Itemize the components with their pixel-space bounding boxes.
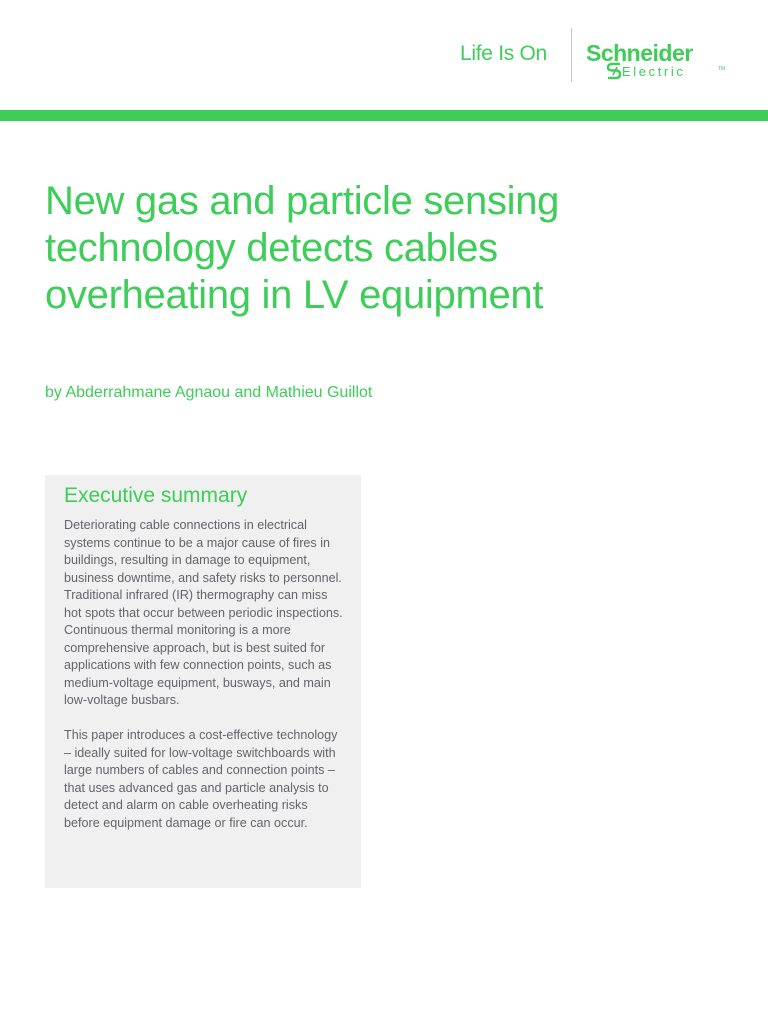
header-accent-bar xyxy=(0,110,768,121)
logo-brand-sub: Electric xyxy=(622,64,686,79)
summary-paragraph: This paper introduces a cost-effective technology – ideally suited for low-voltage switchboards with large numbers of cables and connection points – that uses advanced gas and particle analysis to detect and alarm on cable overheating risks before equipment damage or fire can occur. xyxy=(64,728,338,830)
schneider-electric-logo xyxy=(586,40,726,86)
summary-paragraph: Deteriorating cable connections in electrical systems continue to be a major cause of fires in buildings, resulting in damage to equipment, business downtime, and safety risks to personnel. Traditional infrared (IR) thermography can miss hot spots that occur between periodic inspections. Continuous thermal monitoring is a more comprehensive approach, but is best suited for applications with few connection points, such as medium-voltage equipment, busways, and main low-voltage busbars. xyxy=(64,518,343,707)
logo-trademark: TM xyxy=(718,66,726,72)
executive-summary-body xyxy=(64,517,346,850)
header xyxy=(0,0,768,110)
life-is-on-tagline: Life Is On xyxy=(460,42,547,65)
document-title: New gas and particle sensing technology detects cables overheating in LV equipment xyxy=(45,179,560,317)
executive-summary-panel xyxy=(45,475,361,888)
schneider-s-mark-icon xyxy=(606,62,622,80)
document-authors: by Abderrahmane Agnaou and Mathieu Guillot xyxy=(45,384,373,401)
logo-brand-name: Schneider xyxy=(586,40,693,66)
header-divider xyxy=(571,28,572,82)
executive-summary-heading: Executive summary xyxy=(64,484,248,507)
